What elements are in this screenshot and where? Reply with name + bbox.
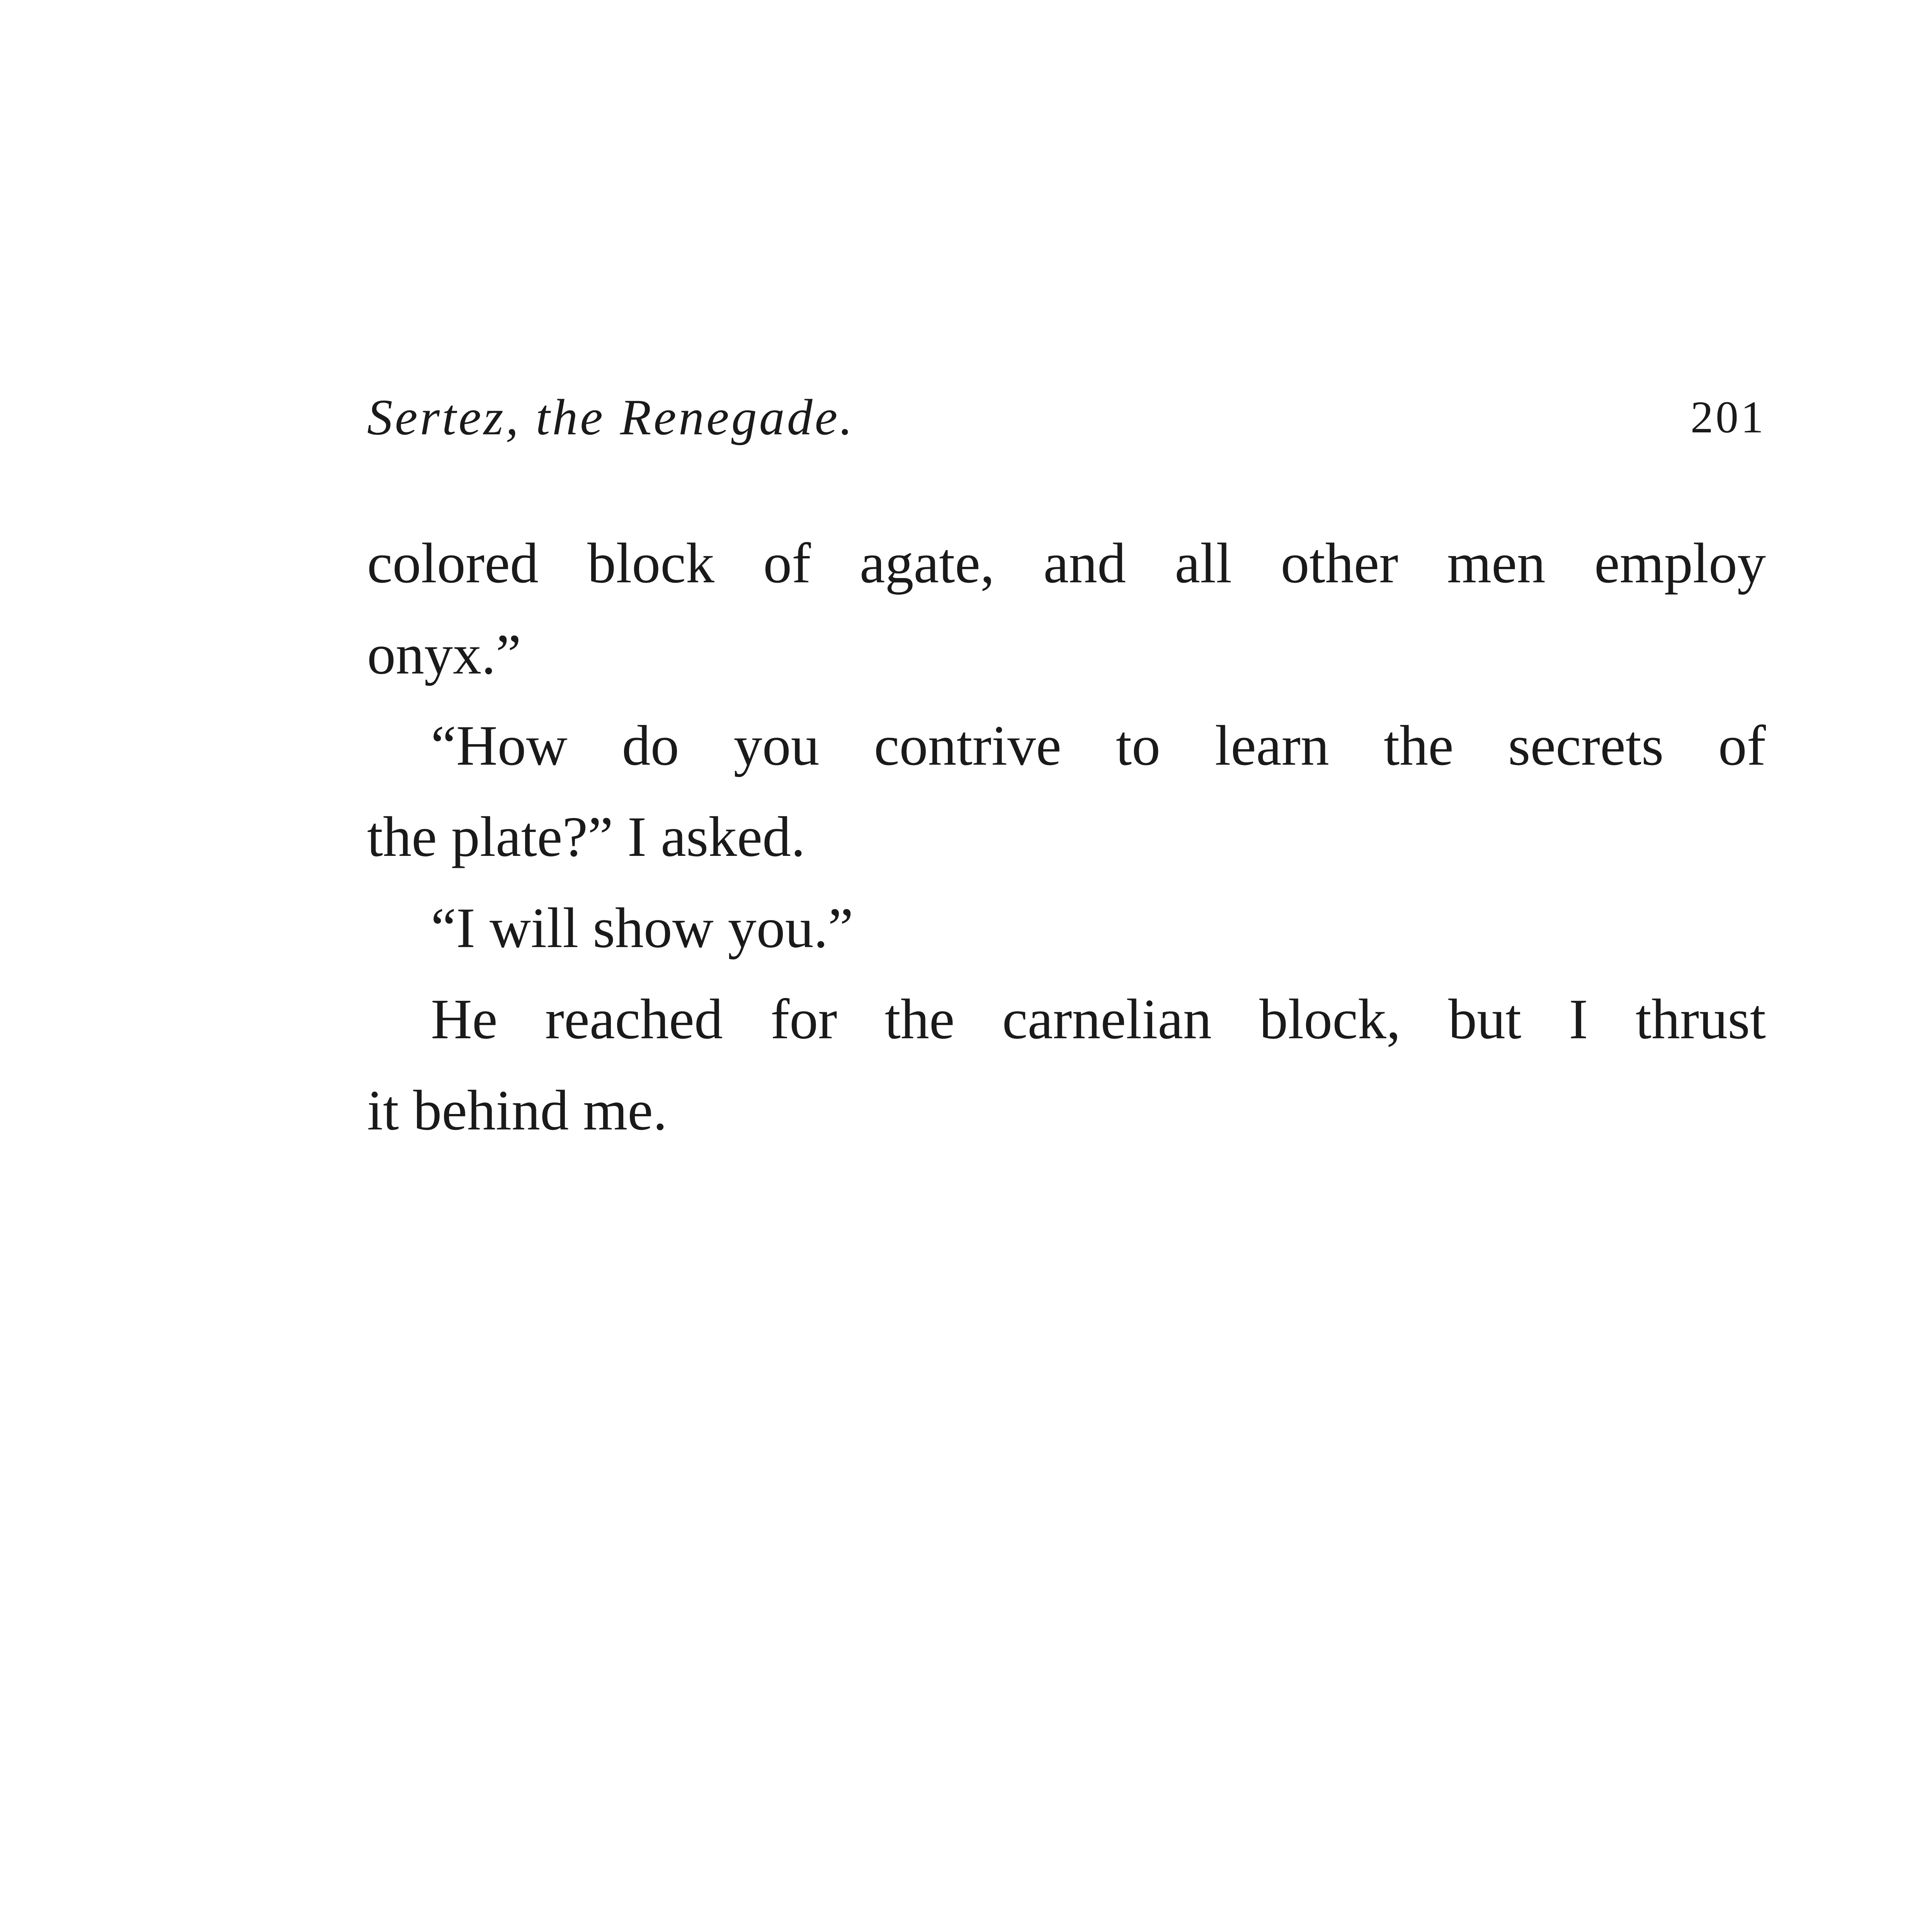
text-line: colored block of agate, and all other men employ [367,532,1766,595]
body-text [367,518,1766,1156]
text-line: onyx.” [367,623,521,686]
text-line: “I will show you.” [431,896,854,960]
running-head [367,386,1766,448]
text-line: it behind me. [367,1079,667,1142]
text-line: He reached for the carnelian block, but I thrust [431,988,1766,1051]
text-line: “How do you contrive to learn the secrets of [431,714,1766,777]
running-title: Sertez, the Renegade. [367,389,855,446]
text-line: the plate?” I asked. [367,805,806,869]
page-number: 201 [1690,392,1766,442]
